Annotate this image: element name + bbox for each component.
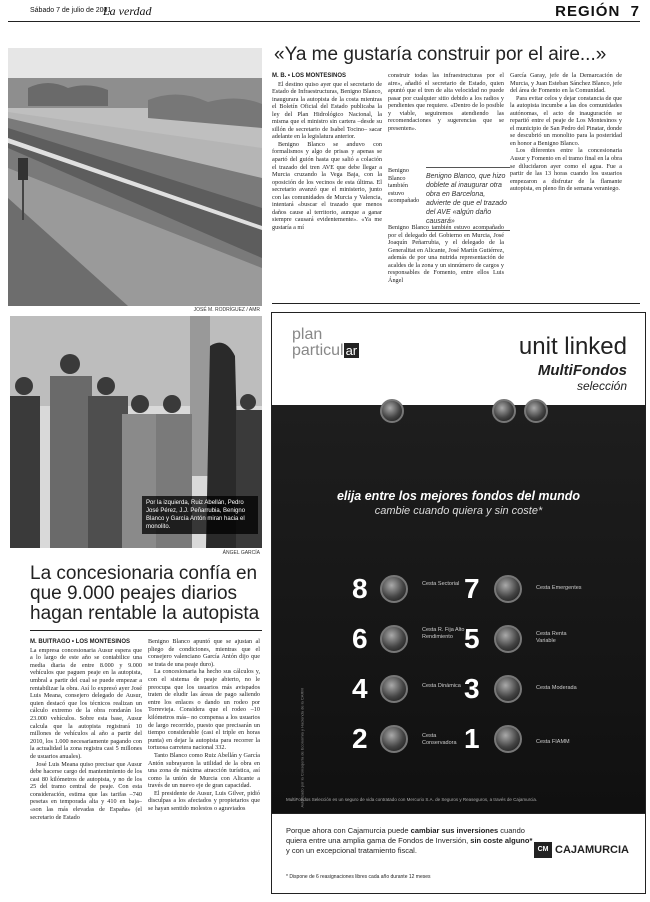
photo-credit: JOSÉ M. RODRÍGUEZ / AMR: [193, 307, 260, 313]
newspaper-logo: La verdad: [103, 4, 152, 18]
article-column: construir todas las infraestructuras por el aire», añadió el secretario de Estado, quien apuntó que el tren de alta velocidad no puede pasar por cualquier sitio debido a los radios y pendientes que requiere. «Dentro de lo posible y viable, seguiremos atendiendo las recomendaciones y sugerencias que se presenten».: [388, 72, 504, 132]
article-column: Benigno Blanco apuntó que se ajustan al pliego de condiciones, mientras que el consejero valenciano García Antón dijo que se trata de una peaje duro). La concesionaria ha hecho sus cálculos y, con el sistema de peaje abierto, no le preocupa que los usuarios más avispados traten de eludir las áreas de pago saliendo entre los enlaces o dando un rodeo por Torrevieja. Considera que el rodeo –10 kilómetros más– no compensa a los usuarios de largo recorrido, puesto que precisarán un tiempo considerable (casi el triple en horas punta) en dejar la autopista para recorrer la tortuosa carretera nacional 332. Tanto Blanco como Ruiz Abellán y García Antón subrayaron la utilidad de la obra en una zona de máxima atracción turística, así como la unión de Murcia con Alicante a través de un nuevo eje de gran capacidad. El presidente de Ausur, Luis Gilver, pidió disculpas a los afectados y propietarios que se hayan sentido molestos o agraviados: [148, 638, 260, 813]
article-column: M. B. • LOS MONTESINOS El destino quiso ayer que el secretario de Estado de Infraestructuras, Benigno Blanco, inaugurara la autopista de la costa mientras el Boletín Oficial del Estado publicaba la ley del Plan Hidrológico Nacional, la misma que el ministro sin cartera –desde su sillón de secretario de Isabel Tocino– sacar adelante en la legislatura anterior. Benigno Blanco se anduvo con formalismos y algo de prisas y apenas se apartó del guión hasta que salió a colación el trazado del tren AVE que debe llegar a Murcia cruzando la Vega Baja, con la oposición de los vecinos de esta última. El secretario avanzó que el ministerio, junto con las comunidades de Murcia y Valencia, intentará «buscar el trazado que menos daños cause al territorio, aunque a ganar siempre causará evidentemente». «Ya me gustaría a mí: [272, 73, 382, 231]
issue-date: Sábado 7 de julio de 2001: [30, 7, 112, 14]
ad-footer: [272, 813, 645, 894]
article-column: García Garay, jefe de la Demarcación de Murcia, y Juan Esteban Sánchez Blanco, jefe del área de Fomento en la Comunidad. Para evitar celos y dejar constancia de que la autopista incumbe a las dos comunidades autónomas, el acto de inauguración se repartió entre el peaje de Los Montesinos y el municipio de San Pedro del Pinatar, donde se descubrió un monolito para la posteridad en honor a Benigno Blanco. Los diferentes entre la concesionaria Ausur y Fomento en el tramo final en la obra se dilucidaron ayer como el agua. Fue a partir de las 13 horas cuando los usuarios empezaron a disfrutar de la flamante autopista, en pleno fin de semana veraniego.: [510, 72, 622, 193]
panel-button-icon: [524, 399, 548, 423]
divider: [30, 630, 262, 631]
section-title: REGIÓN 7: [555, 3, 640, 20]
elevator-panel: elija entre los mejores fondos del mundo cambie cuando quiera y sin coste* 8 Cesta Sectorial 6 Cesta R. Fija Alto Rendimiento 4 Cesta Dinámica 2 Cesta Conservadora 7 Cesta Emergentes 5 Cesta Renta Variable 3 Cesta Moderada 1 Cesta FIAMM Autorizado por la Consejería de Economía y Hacienda de la CARM MultiFondos Selección es un seguro de vida contratado con Mercurio S.A. de Seguros y Reaseguros, a través de Cajamurcia.: [272, 405, 645, 813]
article-column: Benigno Blanco también estuvo acompañado: [388, 167, 420, 205]
ad-header: [272, 313, 645, 405]
ad-product-name: MultiFondos: [537, 362, 627, 379]
page-number: 7: [630, 3, 640, 20]
article-headline: «Ya me gustaría construir por el aire...»: [274, 44, 607, 65]
ad-subslogan: cambie cuando quiera y sin coste*: [374, 505, 543, 517]
photo-caption: Por la izquierda, Ruiz Abellán, Pedro José Pérez, J.J. Peñarrubia, Benigno Blanco y García Antón miran hacia el monolito.: [142, 496, 258, 534]
ad-product-sub: selección: [576, 379, 627, 393]
pull-quote: Benigno Blanco, que hizo doblete al inaugurar otra obra en Barcelona, advierte de que el trazado del AVE «algún daño causará»: [426, 167, 510, 231]
ad-title: unit linked: [518, 333, 627, 360]
article-headline: La concesionaria confía en que 9.000 peajes diarios hagan rentable la autopista: [30, 563, 260, 624]
cajamurcia-logo[interactable]: CM CAJAMURCIA: [534, 842, 629, 858]
ad-slogan: elija entre los mejores fondos del mundo: [336, 489, 581, 503]
panel-button-icon: [492, 399, 516, 423]
page-header: [8, 4, 640, 22]
photo-credit: ÁNGEL GARCÍA: [222, 550, 260, 556]
ad-disclaimer: * Dispone de 6 reasignaciones libres cada año durante 12 meses: [286, 874, 431, 880]
article-column: M. BUITRAGO • LOS MONTESINOS La empresa concesionaria Ausur espera que a lo largo de este año se contabilice una media diaria de entre 8.000 y 9.000 vehículos que paguen peaje en la autopista, umbral a partir del cual se puede empezar a rentabilizar la obra. Así lo expresó ayer José Luis Meana, consejero delegado de Ausur, quien destacó que los técnicos realizan un cálculo extremo de la obra rondarán los 23.000 vehículos. Sobre esta base, Ausur calcula que la autopista registrará 10 millones de vehículos al año a partir del 2010, los 1.000 necesariamente pagando con la actualidad la zona registra casi 5 millones de usuarios anuales). José Luis Meana quiso precisar que Ausur debe hacerse cargo del mantenimiento de los casi 80 kilómetros de autopista, y no de los 25 del tramo central de peaje. Con esta consideración, estima que las tarifas –740 pesetas en temporada alta y 410 en baja– «son las más elevadas de España» (el secretario de Estado: [30, 639, 142, 821]
plan-particular-logo: plan particul ar: [292, 326, 358, 359]
highway-photo: [8, 48, 262, 306]
divider: [272, 303, 640, 304]
ad-side-fine-print: Autorizado por la Consejería de Economía y Hacienda de la CARM: [299, 688, 305, 808]
article-column: Benigno Blanco también estuvo acompañado por el delegado del Gobierno en Murcia, José Joaquín Peñarrubia, y el delegado de la Generalitat en Alicante, José Martín Gutiérrez, además de por una nutrida representación de acaldes de la zona y un sinnúmero de cargos y responsables de Fomento, entre ellos Luis Ángel: [388, 224, 504, 284]
cajamurcia-icon: CM: [534, 842, 552, 858]
ad-fine-print: MultiFondos Selección es un seguro de vida contratado con Mercurio S.A. de Seguros y Reaseguros, a través de Cajamurcia.: [286, 797, 538, 802]
panel-button-icon: [380, 399, 404, 423]
ad-body-text: Porque ahora con Cajamurcia puede cambiar sus inversiones cuando quiera entre una amplia gama de Fondos de Inversión, sin coste alguno* y con un excepcional tratamiento fiscal.: [286, 826, 533, 855]
cajamurcia-advertisement[interactable]: [271, 312, 646, 894]
